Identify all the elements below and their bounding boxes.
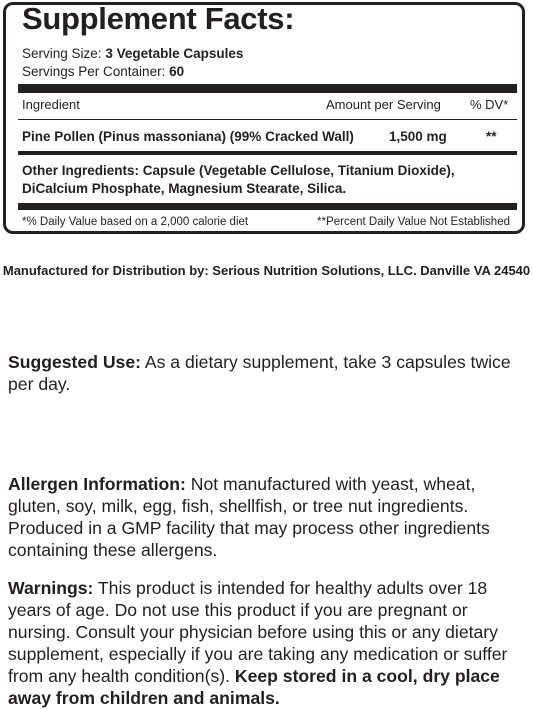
servings-per-container <box>22 64 184 79</box>
servings-label: Servings Per Container: <box>22 64 166 79</box>
suggested-use-label: Suggested Use: <box>8 352 141 372</box>
allergen-text: Not manufactured with yeast, wheat, gluten, soy, milk, egg, fish, shellfish, or tree nut ingredients. Produced in a GMP facility that may process other ingredients containing these allergens. <box>8 474 490 560</box>
manufacturer-line: Manufactured for Distribution by: Serious Nutrition Solutions, LLC. Danville VA 24540 <box>2 263 531 278</box>
medium-divider <box>18 151 517 155</box>
allergen-label: Allergen Information: <box>8 474 186 494</box>
panel-title: Supplement Facts: <box>22 1 295 36</box>
ingredient-dv: ** <box>486 129 497 144</box>
thick-divider <box>18 84 517 93</box>
ingredient-amount: 1,500 mg <box>389 129 447 144</box>
suggested-use <box>8 351 523 395</box>
suggested-use-text: As a dietary supplement, take 3 capsules twice per day. <box>8 352 511 394</box>
thick-divider-bottom <box>18 203 517 210</box>
serving-size-label: Serving Size: <box>22 46 102 61</box>
allergen-information <box>8 473 523 561</box>
servings-value: 60 <box>169 64 185 79</box>
column-dv: % DV* <box>470 97 509 112</box>
ingredient-name: Pine Pollen (Pinus massoniana) (99% Cracked Wall) <box>22 129 354 144</box>
other-ingredients: Other Ingredients: Capsule (Vegetable Cellulose, Titanium Dioxide), DiCalcium Phosphate, Magnesium Stearate, Silica. <box>22 163 455 196</box>
warnings-emphasis: Keep stored in a cool, dry place away from children and animals. <box>8 666 500 708</box>
warnings-text: This product is intended for healthy adults over 18 years of age. Do not use this product if you are pregnant or nursing. Consult your physician before using this or any dietary supplement, especially if you are taking any medication or suffer from any health condition(s). <box>8 578 508 686</box>
warnings <box>8 577 523 709</box>
serving-size <box>22 46 243 61</box>
warnings-label: Warnings: <box>8 578 94 598</box>
divider <box>18 119 517 120</box>
column-amount: Amount per Serving <box>326 97 441 112</box>
serving-size-value: 3 Vegetable Capsules <box>105 46 244 61</box>
supplement-facts-panel <box>3 2 525 234</box>
column-ingredient: Ingredient <box>22 97 80 112</box>
footnote-not-established: **Percent Daily Value Not Established <box>317 216 510 228</box>
footnote-daily-value: *% Daily Value based on a 2,000 calorie diet <box>22 216 249 228</box>
